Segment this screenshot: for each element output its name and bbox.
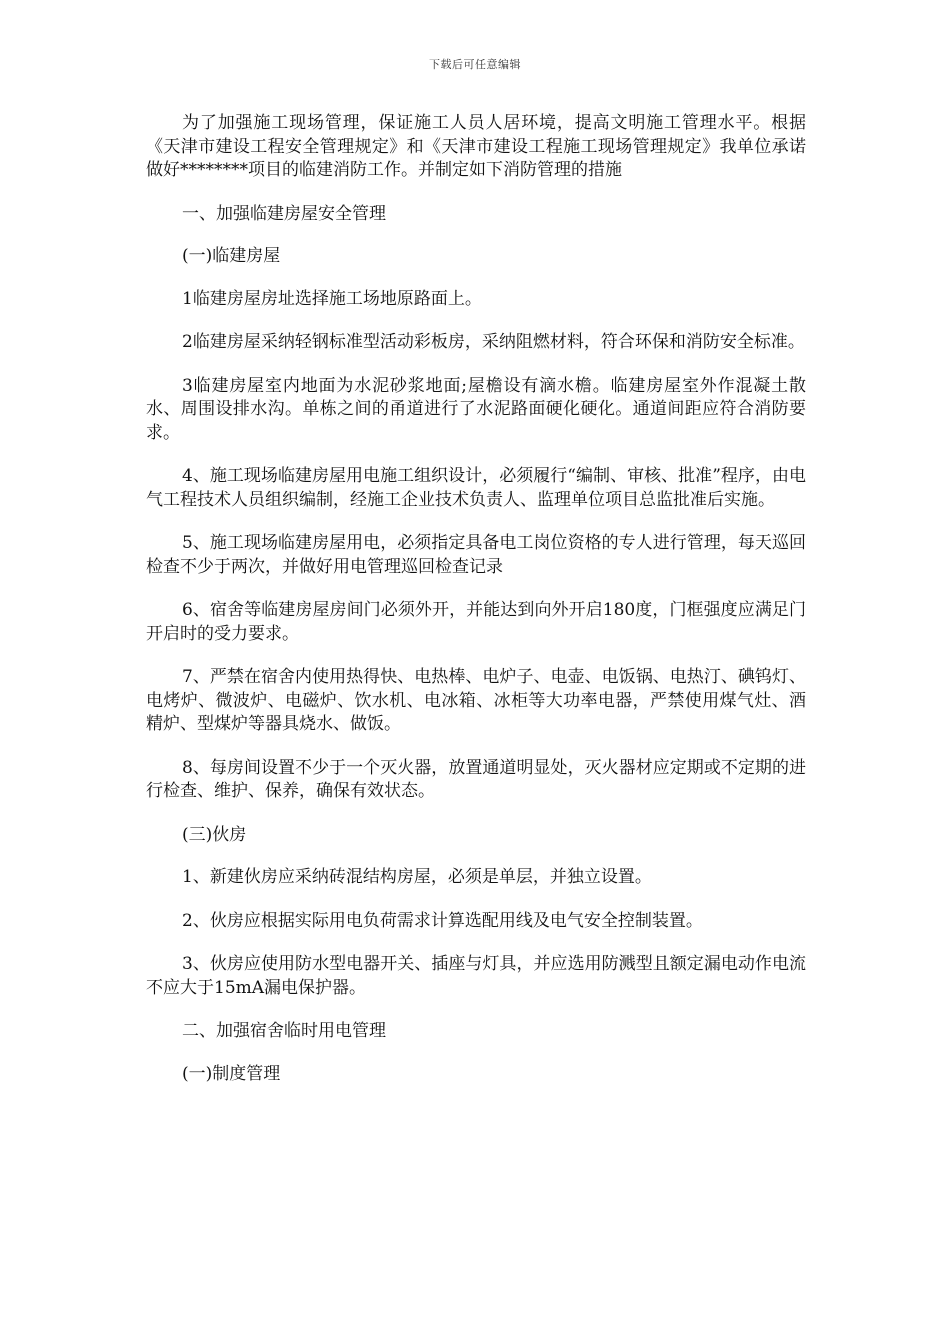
subsection-heading-kitchen: (三)伙房	[182, 824, 247, 845]
list-item: 3、伙房应使用防水型电器开关、插座与灯具，并应选用防溅型且额定漏电动作电流不应大于15mA漏电保护器。	[146, 954, 806, 998]
list-item: 1、新建伙房应采纳砖混结构房屋，必须是单层，并独立设置。	[182, 867, 652, 887]
subsection-heading-system-management: (一)制度管理	[182, 1063, 281, 1084]
list-item: 7、严禁在宿舍内使用热得快、电热棒、电炉子、电壶、电饭锅、电热汀、碘钨灯、电烤炉、微波炉、电磁炉、饮水机、电冰箱、冰柜等大功率电器，严禁使用煤气灶、酒精炉、型煤炉等器具烧水、做饭。	[146, 667, 806, 734]
section-heading-2: 二、加强宿舍临时用电管理	[182, 1021, 386, 1041]
list-item: 1临建房屋房址选择施工场地原路面上。	[182, 288, 482, 309]
document-body	[146, 112, 806, 1105]
subsection-heading-temporary-housing: (一)临建房屋	[182, 246, 281, 266]
section-heading-1: 一、加强临建房屋安全管理	[182, 203, 386, 224]
list-item: 6、宿舍等临建房屋房间门必须外开，并能达到向外开启180度，门框强度应满足门开启时的受力要求。	[146, 600, 806, 644]
list-item: 3临建房屋室内地面为水泥砂浆地面;屋檐设有滴水檐。临建房屋室外作混凝土散水、周围设排水沟。单栋之间的甬道进行了水泥路面硬化硬化。通道间距应符合消防要求。	[146, 375, 806, 443]
intro-paragraph: 为了加强施工现场管理，保证施工人员人居环境，提高文明施工管理水平。根据《天津市建设工程安全管理规定》和《天津市建设工程施工现场管理规定》我单位承诺做好********项目的临建消防工作。并制定如下消防管理的措施	[146, 113, 806, 180]
list-item: 4、施工现场临建房屋用电施工组织设计，必须履行“编制、审核、批准”程序，由电气工程技术人员组织编制，经施工企业技术负责人、监理单位项目总监批准后实施。	[146, 466, 806, 510]
list-item: 8、每房间设置不少于一个灭火器，放置通道明显处，灭火器材应定期或不定期的进行检查、维护、保养，确保有效状态。	[146, 757, 806, 801]
list-item: 5、施工现场临建房屋用电，必须指定具备电工岗位资格的专人进行管理，每天巡回检查不少于两次，并做好用电管理巡回检查记录	[146, 533, 806, 577]
page-header-note: 下载后可任意编辑	[429, 58, 521, 71]
list-item: 2临建房屋采纳轻钢标准型活动彩板房，采纳阻燃材料，符合环保和消防安全标准。	[182, 332, 805, 352]
list-item: 2、伙房应根据实际用电负荷需求计算选配用线及电气安全控制装置。	[182, 910, 703, 931]
